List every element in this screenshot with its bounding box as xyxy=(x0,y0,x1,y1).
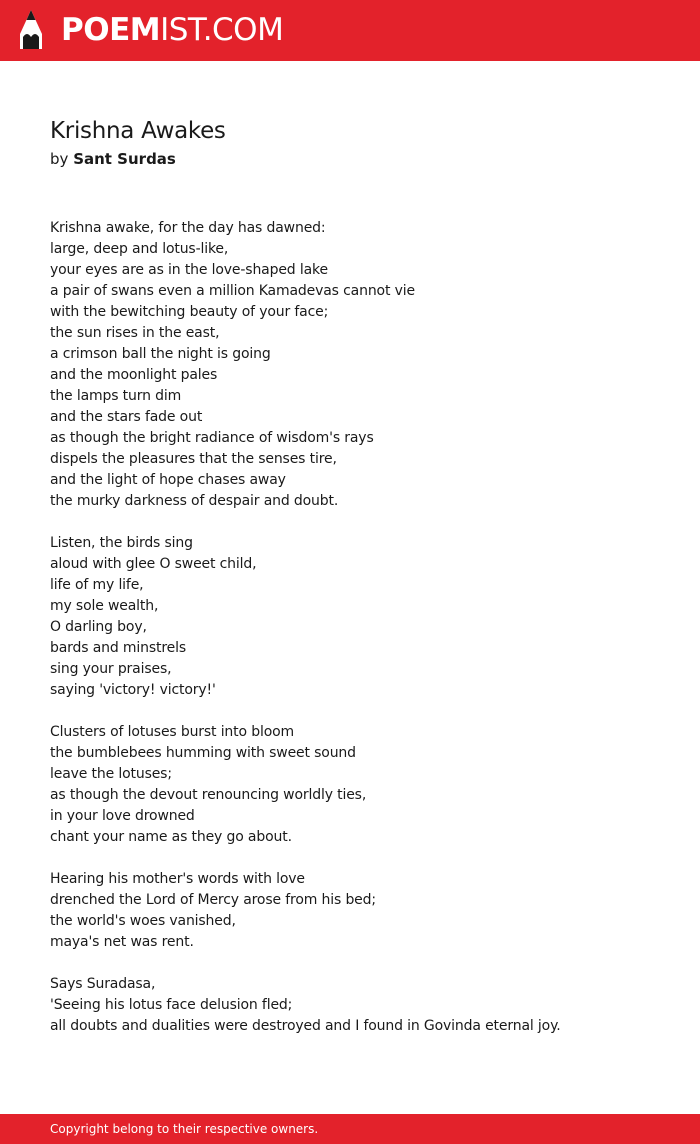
poem-line: in your love drowned xyxy=(50,808,195,824)
poem-line: Listen, the birds sing xyxy=(50,535,193,551)
poem-line: sing your praises, xyxy=(50,661,172,677)
logo-light-text: IST.COM xyxy=(160,12,284,48)
site-header xyxy=(0,0,700,61)
poem-line: leave the lotuses; xyxy=(50,766,172,782)
poem-line: a crimson ball the night is going xyxy=(50,346,271,362)
poem-line: my sole wealth, xyxy=(50,598,159,614)
poem-line: a pair of swans even a million Kamadevas cannot vie xyxy=(50,283,415,299)
poem-line: bards and minstrels xyxy=(50,640,186,656)
poem-line: dispels the pleasures that the senses tire, xyxy=(50,451,337,467)
poem-stanza xyxy=(50,869,670,953)
poem-line: as though the bright radiance of wisdom's rays xyxy=(50,430,374,446)
pencil-tip-icon[interactable] xyxy=(18,9,44,51)
poem-title: Krishna Awakes xyxy=(50,118,226,144)
poem-line: with the bewitching beauty of your face; xyxy=(50,304,329,320)
poem-line: maya's net was rent. xyxy=(50,934,194,950)
poem-line: chant your name as they go about. xyxy=(50,829,292,845)
poem-line: and the light of hope chases away xyxy=(50,472,286,488)
copyright-text: Copyright belong to their respective owners. xyxy=(50,1122,319,1136)
poem-line: the world's woes vanished, xyxy=(50,913,236,929)
poem-stanza xyxy=(50,218,670,512)
poem-line: your eyes are as in the love-shaped lake xyxy=(50,262,328,278)
poem-line: life of my life, xyxy=(50,577,144,593)
poem-line: the bumblebees humming with sweet sound xyxy=(50,745,356,761)
poem-line: the murky darkness of despair and doubt. xyxy=(50,493,339,509)
poem-line: as though the devout renouncing worldly ties, xyxy=(50,787,367,803)
poem-line: and the moonlight pales xyxy=(50,367,218,383)
poem-line: saying 'victory! victory!' xyxy=(50,682,216,698)
poem-line: Krishna awake, for the day has dawned: xyxy=(50,220,326,236)
poem-line: and the stars fade out xyxy=(50,409,203,425)
byline-prefix: by xyxy=(50,150,69,168)
poem-stanza xyxy=(50,533,670,701)
poem-line: Clusters of lotuses burst into bloom xyxy=(50,724,295,740)
poem-stanza xyxy=(50,722,670,848)
poem-body xyxy=(50,218,670,1037)
poem-line: 'Seeing his lotus face delusion fled; xyxy=(50,997,293,1013)
poem-line: the lamps turn dim xyxy=(50,388,182,404)
logo-bold-text: POEM xyxy=(61,12,161,48)
poem-line: aloud with glee O sweet child, xyxy=(50,556,257,572)
poem-line: O darling boy, xyxy=(50,619,147,635)
poem-stanza xyxy=(50,974,670,1037)
poem-line: all doubts and dualities were destroyed and I found in Govinda eternal joy. xyxy=(50,1018,561,1034)
poem-line: large, deep and lotus-like, xyxy=(50,241,229,257)
site-logo[interactable] xyxy=(61,10,283,50)
poem-byline xyxy=(50,148,670,170)
site-footer xyxy=(0,1114,700,1144)
poem-author: Sant Surdas xyxy=(73,150,176,168)
poem-container xyxy=(50,116,670,1058)
poem-line: Hearing his mother's words with love xyxy=(50,871,305,887)
poem-line: Says Suradasa, xyxy=(50,976,156,992)
poem-line: the sun rises in the east, xyxy=(50,325,220,341)
poem-line: drenched the Lord of Mercy arose from his bed; xyxy=(50,892,376,908)
